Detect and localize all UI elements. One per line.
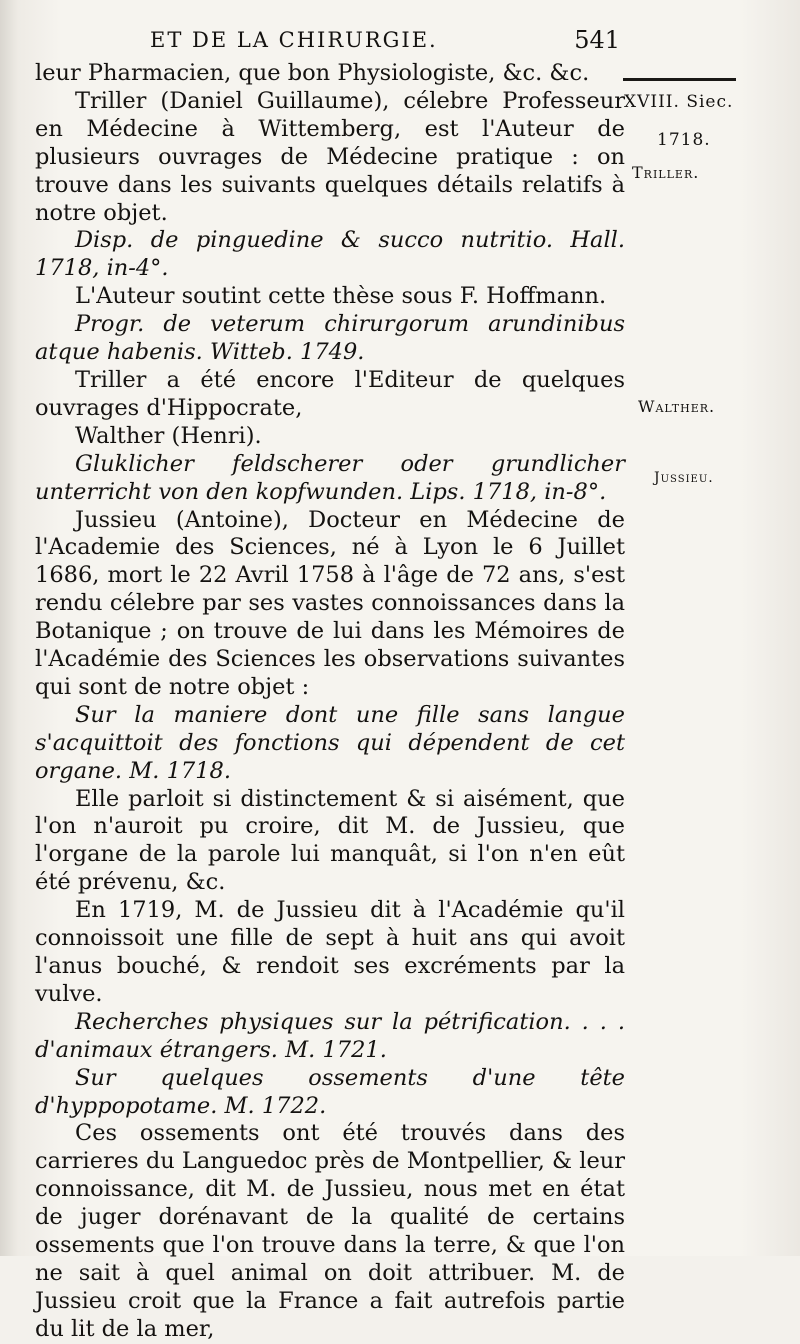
body-text: [35, 60, 625, 1344]
page-number: 541: [574, 26, 620, 54]
margin-note-jussieu: Jussieu.: [654, 470, 714, 486]
paragraph: leur Pharmacien, que bon Physiologiste, &c. &c.: [35, 60, 590, 86]
paragraph: Jussieu (Antoine), Docteur en Médecine de l'Academie des Sciences, né à Lyon le 6 Juillet 1686, mort le 22 Avril 1758 à l'âge de 72 ans, s'est rendu célebre par ses vastes connoissances dans la Botanique ; on trouve de lui dans les Mémoires de l'Académie des Sciences les observations suivantes qui sont de notre objet :: [35, 506, 625, 700]
paragraph: En 1719, M. de Jussieu dit à l'Académie qu'il connoissoit une fille de sept à huit ans qui avoit l'anus bouché, & rendoit ses excréments par la vulve.: [35, 897, 625, 1007]
margin-note-walther: Walther.: [638, 397, 716, 416]
paragraph: Triller a été encore l'Editeur de quelques ouvrages d'Hippocrate,: [35, 366, 625, 421]
paragraph: L'Auteur soutint cette thèse sous F. Hoffmann.: [75, 283, 607, 310]
citation: Gluklicher feldscherer oder grundlicher unterricht von den kopfwunden. Lips. 1718, in-8°.: [35, 450, 625, 505]
paragraph: Elle parloit si distinctement & si aisément, que l'on n'auroit pu croire, dit M. de Jussieu, que l'organe de la parole lui manquât, si l'on n'en eût été prévenu, &c.: [35, 785, 625, 896]
citation: Sur quelques ossements d'une tête d'hyppopotame. M. 1722.: [35, 1064, 625, 1119]
running-title: ET DE LA CHIRURGIE.: [150, 28, 438, 52]
citation: Disp. de pinguedine & succo nutritio. Hall. 1718, in-4°.: [35, 227, 625, 282]
paragraph: Ces ossements ont été trouvés dans des carrieres du Languedoc près de Montpellier, & leur connoissance, dit M. de Jussieu, nous met en état de juger dorénavant de la qualité de certains ossements que l'on trouve dans la terre, & que l'on ne sait à quel animal on doit attribuer. M. de Jussieu croit que la France a fait autrefois partie du lit de la mer,: [35, 1120, 625, 1342]
margin-note-triller: Triller.: [632, 163, 700, 182]
citation: Recherches physiques sur la pétrification. . . . d'animaux étrangers. M. 1721.: [35, 1008, 625, 1063]
margin-rule: [623, 78, 736, 81]
citation: Sur la maniere dont une fille sans langue s'acquittoit des fonctions qui dépendent de cet organe. M. 1718.: [35, 701, 625, 784]
citation: Progr. de veterum chirurgorum arundinibus atque habenis. Witteb. 1749.: [35, 311, 625, 366]
margin-note-year: 1718.: [657, 130, 711, 150]
paragraph: Walther (Henri).: [75, 422, 262, 449]
page-header: [150, 24, 620, 60]
margin-note-century: XVIII. Siec.: [624, 92, 734, 112]
paragraph: Triller (Daniel Guillaume), célebre Professeur en Médecine à Wittemberg, est l'Auteur de plusieurs ouvrages de Médecine pratique : on trouve dans les suivants quelques détails relatifs à notre objet.: [35, 87, 625, 226]
